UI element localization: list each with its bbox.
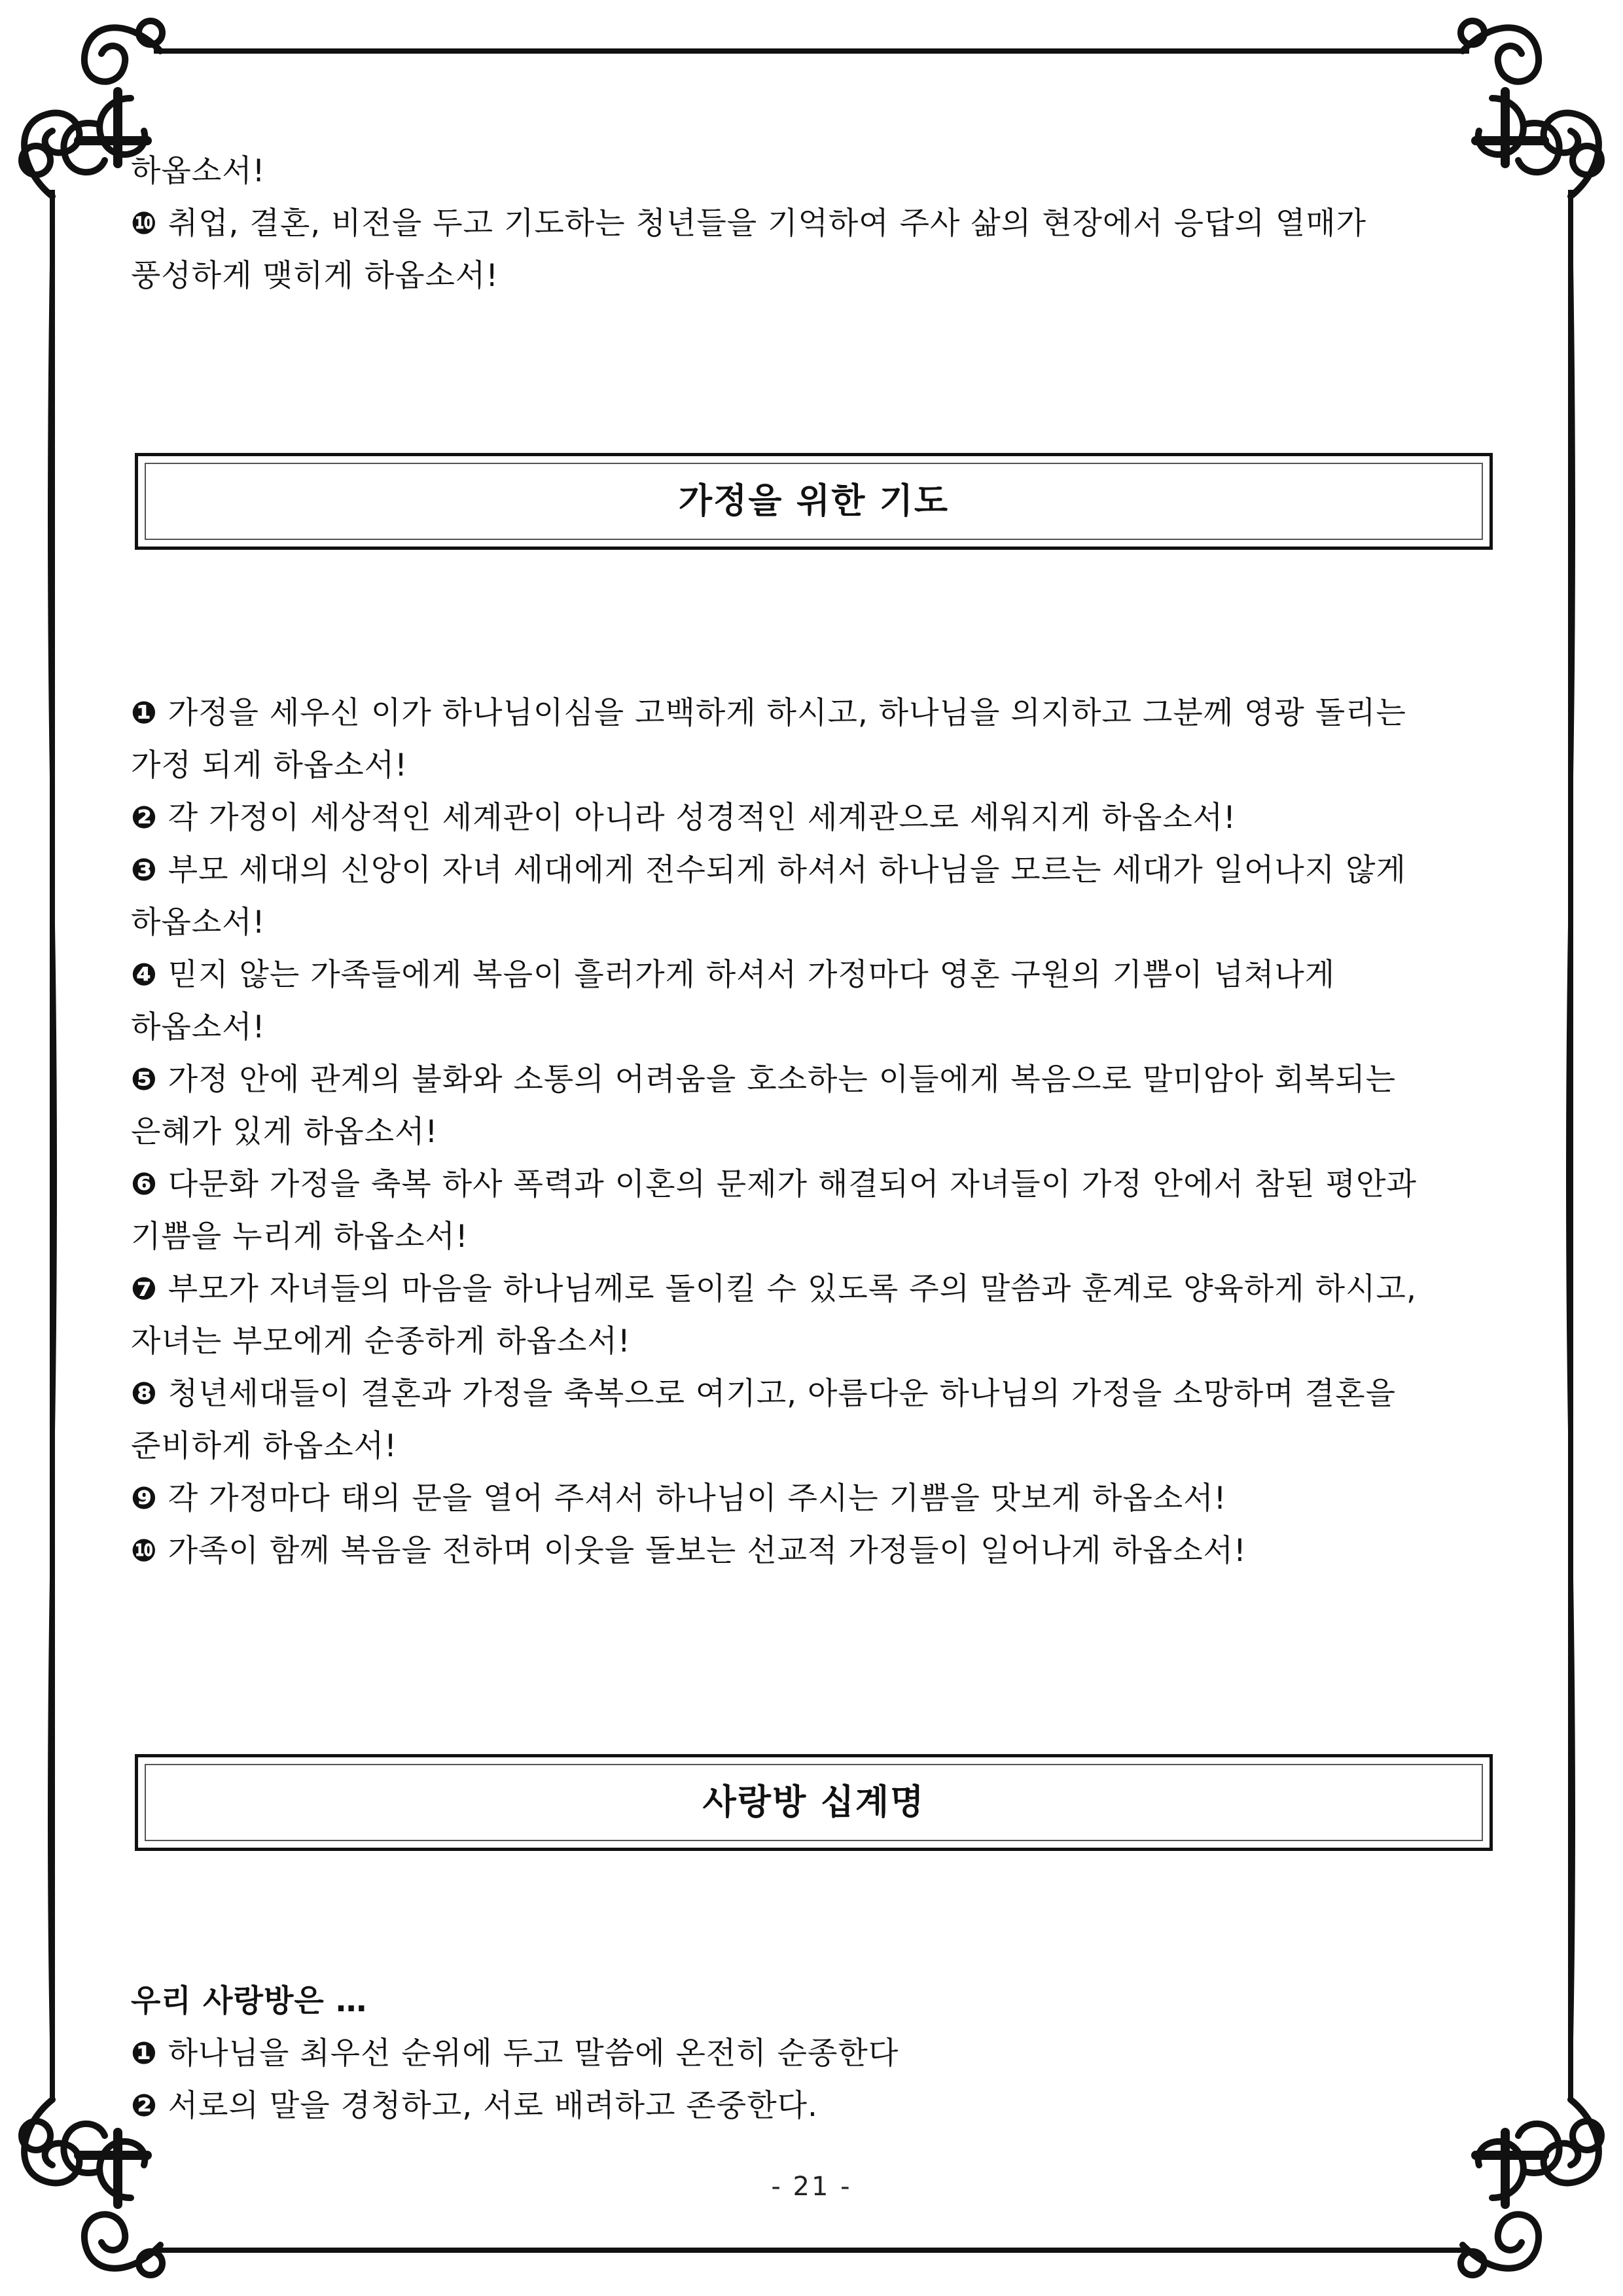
section-header-box [135,1754,1493,1851]
list-item-continuation: 준비하게 하옵소서! [131,1428,397,1464]
list-item-text: 청년세대들이 결혼과 가정을 축복으로 여기고, 아름다운 하나님의 가정을 소망하며 결혼을 [157,1376,1397,1412]
list-item [131,792,1492,844]
number-badge-icon: ❹ [131,957,158,993]
list-item [131,1263,1492,1316]
number-badge-icon: ❿ [131,206,158,242]
number-badge-icon: ❶ [131,2036,158,2072]
list-item-text: 믿지 않는 가족들에게 복음이 흘러가게 하셔서 가정마다 영혼 구원의 기쁨이 넘쳐나게 [157,957,1336,993]
prayer-list [131,687,1492,1577]
list-item-text: 가정 안에 관계의 불화와 소통의 어려움을 호소하는 이들에게 복음으로 말미암아 회복되는 [157,1062,1397,1098]
prayer-item-text: 취업, 결혼, 비전을 두고 기도하는 청년들을 기억하여 주사 삶의 현장에서 응답의 열매가 [157,206,1367,242]
list-item-continuation: 은혜가 있게 하옵소서! [131,1114,438,1150]
list-item [131,949,1492,1001]
list-item-continuation: 하옵소서! [131,905,266,941]
lead-text: 우리 사랑방은 … [131,1983,368,2019]
commandment-list [131,2028,1492,2132]
list-item [131,1525,1492,1577]
list-item-text: 부모 세대의 신앙이 자녀 세대에게 전수되게 하셔서 하나님을 모르는 세대가 일어나지 않게 [157,852,1406,888]
number-badge-icon: ❸ [131,852,158,888]
number-badge-icon: ❽ [131,1376,158,1412]
list-item [131,1368,1492,1420]
section-title: 가정을 위한 기도 [678,481,950,521]
number-badge-icon: ❿ [131,1533,158,1569]
number-badge-icon: ❷ [131,2088,158,2124]
list-item-continuation: 기쁨을 누리게 하옵소서! [131,1219,469,1255]
list-item-continuation: 하옵소서! [131,1009,266,1045]
number-badge-icon: ❷ [131,800,158,836]
list-item-text: 부모가 자녀들의 마음을 하나님께로 돌이킬 수 있도록 주의 말씀과 훈계로 양육하게 하시고, [157,1271,1417,1307]
continuation-line: 하옵소서! [131,153,266,189]
prayer-item [131,198,1492,250]
number-badge-icon: ❶ [131,695,158,731]
number-badge-icon: ❼ [131,1271,158,1307]
page-content [131,145,1492,2132]
list-item [131,687,1492,740]
list-item-text: 가족이 함께 복음을 전하며 이웃을 돌보는 선교적 가정들이 일어나게 하옵소서! [157,1533,1247,1569]
list-item-text: 다문화 가정을 축복 하사 폭력과 이혼의 문제가 해결되어 자녀들이 가정 안에서 참된 평안과 [157,1166,1417,1202]
list-item-text: 각 가정이 세상적인 세계관이 아니라 성경적인 세계관으로 세워지게 하옵소서! [157,800,1236,836]
list-item [131,1158,1492,1211]
prayer-item-continuation: 풍성하게 맺히게 하옵소서! [131,258,499,294]
list-item [131,2080,1492,2132]
number-badge-icon: ❻ [131,1166,158,1202]
list-item-text: 가정을 세우신 이가 하나님이심을 고백하게 하시고, 하나님을 의지하고 그분께 영광 돌리는 [157,695,1406,731]
number-badge-icon: ❾ [131,1480,158,1516]
list-item-text: 하나님을 최우선 순위에 두고 말씀에 온전히 순종한다 [157,2036,899,2072]
list-item [131,844,1492,897]
list-item-text: 서로의 말을 경청하고, 서로 배려하고 존중한다. [157,2088,818,2124]
list-item-text: 각 가정마다 태의 문을 열어 주셔서 하나님이 주시는 기쁨을 맛보게 하옵소서! [157,1480,1227,1516]
list-item-continuation: 자녀는 부모에게 순종하게 하옵소서! [131,1323,631,1359]
section-title: 사랑방 십계명 [702,1782,925,1822]
page-number: - 21 - [771,2172,852,2202]
section-header-box [135,453,1493,550]
number-badge-icon: ❺ [131,1062,158,1098]
list-item [131,1054,1492,1106]
list-item [131,2028,1492,2080]
list-item-continuation: 가정 되게 하옵소서! [131,747,408,783]
list-item [131,1473,1492,1525]
